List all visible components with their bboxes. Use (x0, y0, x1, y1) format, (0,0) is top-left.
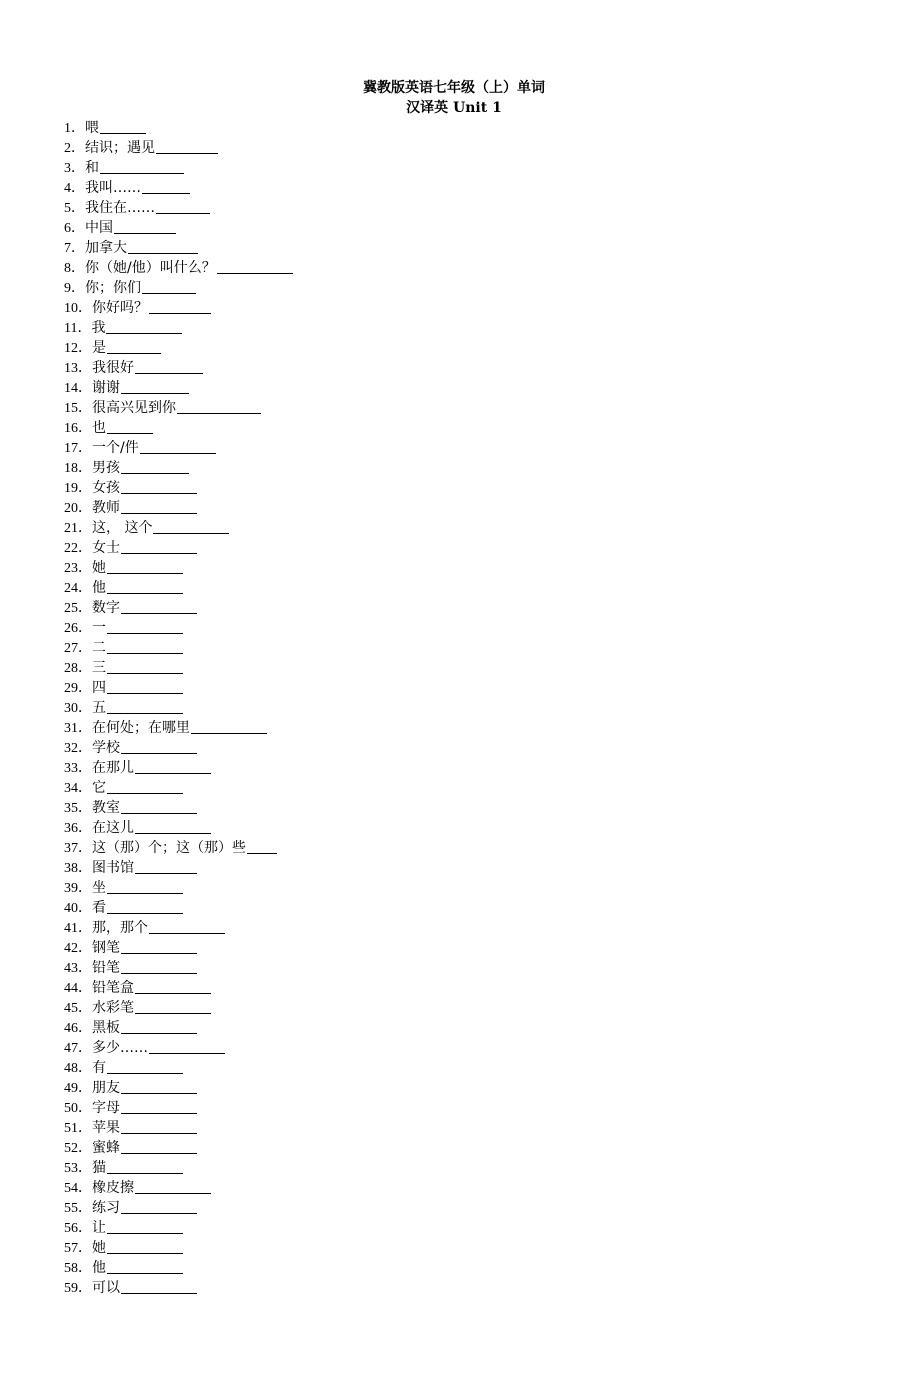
chinese-word: 你；你们 (85, 280, 141, 296)
vocab-item (64, 898, 293, 918)
chinese-word: 有 (92, 1060, 106, 1076)
item-number: 23． (64, 561, 92, 576)
chinese-word: 橡皮擦 (92, 1180, 134, 1196)
chinese-word: 也 (92, 420, 106, 436)
vocab-item (64, 818, 293, 838)
answer-blank-line (121, 972, 197, 974)
vocab-item (64, 678, 293, 698)
answer-blank-line (177, 412, 261, 414)
answer-blank-line (107, 1272, 183, 1274)
vocab-item (64, 598, 293, 618)
answer-blank-line (121, 812, 197, 814)
vocab-item (64, 178, 293, 198)
chinese-word: 在那儿 (92, 760, 134, 776)
chinese-word: 加拿大 (85, 240, 127, 256)
answer-blank-line (121, 392, 189, 394)
answer-blank-line (121, 752, 197, 754)
item-number: 30． (64, 701, 92, 716)
answer-blank-line (217, 272, 293, 274)
chinese-word: 那，那个 (92, 920, 148, 936)
answer-blank-line (121, 512, 197, 514)
vocab-item (64, 238, 293, 258)
vocab-item (64, 498, 293, 518)
item-number: 43． (64, 961, 92, 976)
item-number: 11． (64, 321, 92, 336)
vocab-item (64, 1258, 293, 1278)
item-number: 52． (64, 1141, 92, 1156)
item-number: 27． (64, 641, 92, 656)
chinese-word: 可以 (92, 1280, 120, 1296)
chinese-word: 铅笔盒 (92, 980, 134, 996)
item-number: 28． (64, 661, 92, 676)
vocab-item (64, 658, 293, 678)
answer-blank-line (128, 252, 198, 254)
item-number: 45． (64, 1001, 92, 1016)
vocab-item (64, 398, 293, 418)
vocab-item (64, 198, 293, 218)
chinese-word: 黑板 (92, 1020, 120, 1036)
answer-blank-line (107, 912, 183, 914)
answer-blank-line (106, 332, 182, 334)
vocab-item (64, 1198, 293, 1218)
answer-blank-line (121, 472, 189, 474)
item-number: 41． (64, 921, 92, 936)
chinese-word: 苹果 (92, 1120, 120, 1136)
item-number: 14． (64, 381, 92, 396)
item-number: 38． (64, 861, 92, 876)
vocab-item (64, 358, 293, 378)
chinese-word: 男孩 (92, 460, 120, 476)
item-number: 3． (64, 161, 85, 176)
answer-blank-line (121, 1292, 197, 1294)
answer-blank-line (107, 712, 183, 714)
chinese-word: 教师 (92, 500, 120, 516)
vocab-item (64, 758, 293, 778)
item-number: 36． (64, 821, 92, 836)
item-number: 50． (64, 1101, 92, 1116)
chinese-word: 谢谢 (92, 380, 120, 396)
item-number: 12． (64, 341, 92, 356)
chinese-word: 女孩 (92, 480, 120, 496)
vocab-item (64, 1138, 293, 1158)
chinese-word: 字母 (92, 1100, 120, 1116)
vocab-item (64, 218, 293, 238)
answer-blank-line (140, 452, 216, 454)
item-number: 31． (64, 721, 92, 736)
answer-blank-line (121, 492, 197, 494)
chinese-word: 他 (92, 580, 106, 596)
chinese-word: 图书馆 (92, 860, 134, 876)
answer-blank-line (107, 352, 161, 354)
vocab-item (64, 998, 293, 1018)
answer-blank-line (107, 1172, 183, 1174)
answer-blank-line (142, 292, 196, 294)
vocab-item (64, 1158, 293, 1178)
item-number: 57． (64, 1241, 92, 1256)
item-number: 53． (64, 1161, 92, 1176)
chinese-word: 数字 (92, 600, 120, 616)
vocab-item (64, 858, 293, 878)
item-number: 47． (64, 1041, 92, 1056)
vocab-item (64, 1078, 293, 1098)
vocab-item (64, 1118, 293, 1138)
answer-blank-line (156, 152, 218, 154)
item-number: 24． (64, 581, 92, 596)
answer-blank-line (135, 832, 211, 834)
chinese-word: 女士 (92, 540, 120, 556)
chinese-word: 三 (92, 660, 106, 676)
answer-blank-line (107, 672, 183, 674)
vocab-item (64, 1038, 293, 1058)
vocab-item (64, 278, 293, 298)
answer-blank-line (121, 1032, 197, 1034)
chinese-word: 水彩笔 (92, 1000, 134, 1016)
item-number: 1． (64, 121, 85, 136)
chinese-word: 一个/件 (92, 440, 139, 456)
vocab-item (64, 1058, 293, 1078)
item-number: 8． (64, 261, 85, 276)
item-number: 51． (64, 1121, 92, 1136)
item-number: 42． (64, 941, 92, 956)
chinese-word: 它 (92, 780, 106, 796)
item-number: 18． (64, 461, 92, 476)
vocab-item (64, 318, 293, 338)
vocab-item (64, 458, 293, 478)
vocab-item (64, 738, 293, 758)
answer-blank-line (107, 632, 183, 634)
item-number: 29． (64, 681, 92, 696)
answer-blank-line (247, 852, 277, 854)
chinese-word: 你（她/他）叫什么？ (85, 260, 216, 276)
item-number: 22． (64, 541, 92, 556)
chinese-word: 她 (92, 1240, 106, 1256)
answer-blank-line (149, 1052, 225, 1054)
vocab-item (64, 718, 293, 738)
document-title: 冀教版英语七年级（上）单词 (363, 80, 545, 96)
answer-blank-line (107, 1232, 183, 1234)
vocab-item (64, 778, 293, 798)
answer-blank-line (100, 172, 184, 174)
chinese-word: 这（那）个；这（那）些 (92, 840, 246, 856)
item-number: 26． (64, 621, 92, 636)
answer-blank-line (107, 1252, 183, 1254)
item-number: 49． (64, 1081, 92, 1096)
item-number: 58． (64, 1261, 92, 1276)
chinese-word: 铅笔 (92, 960, 120, 976)
vocab-item (64, 1098, 293, 1118)
chinese-word: 在何处；在哪里 (92, 720, 190, 736)
item-number: 13． (64, 361, 92, 376)
item-number: 7． (64, 241, 85, 256)
vocab-item (64, 638, 293, 658)
answer-blank-line (121, 1092, 197, 1094)
chinese-word: 我住在…… (85, 200, 155, 216)
item-number: 15． (64, 401, 92, 416)
answer-blank-line (121, 1132, 197, 1134)
answer-blank-line (135, 372, 203, 374)
answer-blank-line (121, 1112, 197, 1114)
chinese-word: 钢笔 (92, 940, 120, 956)
answer-blank-line (107, 432, 153, 434)
item-number: 39． (64, 881, 92, 896)
answer-blank-line (107, 572, 183, 574)
item-number: 4． (64, 181, 85, 196)
vocab-item (64, 1018, 293, 1038)
item-number: 34． (64, 781, 92, 796)
item-number: 54． (64, 1181, 92, 1196)
vocab-item (64, 558, 293, 578)
document-subtitle: 汉译英 Unit 1 (406, 100, 502, 116)
answer-blank-line (100, 132, 146, 134)
chinese-word: 他 (92, 1260, 106, 1276)
item-number: 2． (64, 141, 85, 156)
chinese-word: 我叫…… (85, 180, 141, 196)
chinese-word: 教室 (92, 800, 120, 816)
vocab-item (64, 1278, 293, 1298)
vocab-item (64, 838, 293, 858)
chinese-word: 坐 (92, 880, 106, 896)
vocab-item (64, 298, 293, 318)
vocabulary-list (64, 118, 293, 1298)
chinese-word: 中国 (85, 220, 113, 236)
vocab-item (64, 878, 293, 898)
vocab-item (64, 618, 293, 638)
answer-blank-line (107, 792, 183, 794)
vocab-item (64, 158, 293, 178)
vocab-item (64, 978, 293, 998)
item-number: 55． (64, 1201, 92, 1216)
vocab-item (64, 118, 293, 138)
vocab-item (64, 938, 293, 958)
vocab-item (64, 1218, 293, 1238)
chinese-word: 蜜蜂 (92, 1140, 120, 1156)
item-number: 32． (64, 741, 92, 756)
chinese-word: 很高兴见到你 (92, 400, 176, 416)
answer-blank-line (107, 1072, 183, 1074)
answer-blank-line (135, 772, 211, 774)
vocab-item (64, 478, 293, 498)
chinese-word: 在这儿 (92, 820, 134, 836)
answer-blank-line (121, 552, 197, 554)
answer-blank-line (135, 1192, 211, 1194)
item-number: 37． (64, 841, 92, 856)
answer-blank-line (135, 872, 197, 874)
item-number: 25． (64, 601, 92, 616)
chinese-word: 是 (92, 340, 106, 356)
chinese-word: 这， 这个 (92, 520, 153, 536)
chinese-word: 多少…… (92, 1040, 148, 1056)
chinese-word: 和 (85, 160, 99, 176)
vocab-item (64, 378, 293, 398)
item-number: 44． (64, 981, 92, 996)
vocab-item (64, 418, 293, 438)
item-number: 16． (64, 421, 92, 436)
answer-blank-line (107, 692, 183, 694)
answer-blank-line (142, 192, 190, 194)
vocab-item (64, 798, 293, 818)
vocab-item (64, 338, 293, 358)
vocab-item (64, 258, 293, 278)
vocab-item (64, 578, 293, 598)
item-number: 40． (64, 901, 92, 916)
answer-blank-line (149, 932, 225, 934)
vocab-item (64, 518, 293, 538)
item-number: 46． (64, 1021, 92, 1036)
item-number: 9． (64, 281, 85, 296)
item-number: 56． (64, 1221, 92, 1236)
answer-blank-line (114, 232, 176, 234)
item-number: 17． (64, 441, 92, 456)
vocab-item (64, 1238, 293, 1258)
chinese-word: 看 (92, 900, 106, 916)
item-number: 5． (64, 201, 85, 216)
chinese-word: 二 (92, 640, 106, 656)
item-number: 48． (64, 1061, 92, 1076)
item-number: 21． (64, 521, 92, 536)
answer-blank-line (135, 992, 211, 994)
item-number: 35． (64, 801, 92, 816)
chinese-word: 结识；遇见 (85, 140, 155, 156)
answer-blank-line (121, 1152, 197, 1154)
item-number: 6． (64, 221, 85, 236)
chinese-word: 一 (92, 620, 106, 636)
chinese-word: 她 (92, 560, 106, 576)
chinese-word: 我很好 (92, 360, 134, 376)
answer-blank-line (156, 212, 210, 214)
item-number: 59． (64, 1281, 92, 1296)
chinese-word: 喂 (85, 120, 99, 136)
chinese-word: 练习 (92, 1200, 120, 1216)
chinese-word: 朋友 (92, 1080, 120, 1096)
vocab-item (64, 538, 293, 558)
chinese-word: 猫 (92, 1160, 106, 1176)
chinese-word: 让 (92, 1220, 106, 1236)
chinese-word: 四 (92, 680, 106, 696)
item-number: 33． (64, 761, 92, 776)
chinese-word: 学校 (92, 740, 120, 756)
vocab-item (64, 918, 293, 938)
item-number: 20． (64, 501, 92, 516)
vocab-item (64, 438, 293, 458)
chinese-word: 五 (92, 700, 106, 716)
answer-blank-line (121, 952, 197, 954)
item-number: 10． (64, 301, 92, 316)
answer-blank-line (121, 1212, 197, 1214)
chinese-word: 我 (91, 320, 106, 336)
answer-blank-line (107, 892, 183, 894)
chinese-word: 你好吗？ (92, 300, 148, 316)
answer-blank-line (191, 732, 267, 734)
vocab-item (64, 138, 293, 158)
answer-blank-line (107, 592, 183, 594)
answer-blank-line (149, 312, 211, 314)
answer-blank-line (153, 532, 229, 534)
item-number: 19． (64, 481, 92, 496)
answer-blank-line (135, 1012, 211, 1014)
vocab-item (64, 1178, 293, 1198)
vocab-item (64, 958, 293, 978)
vocab-item (64, 698, 293, 718)
answer-blank-line (121, 612, 197, 614)
answer-blank-line (107, 652, 183, 654)
